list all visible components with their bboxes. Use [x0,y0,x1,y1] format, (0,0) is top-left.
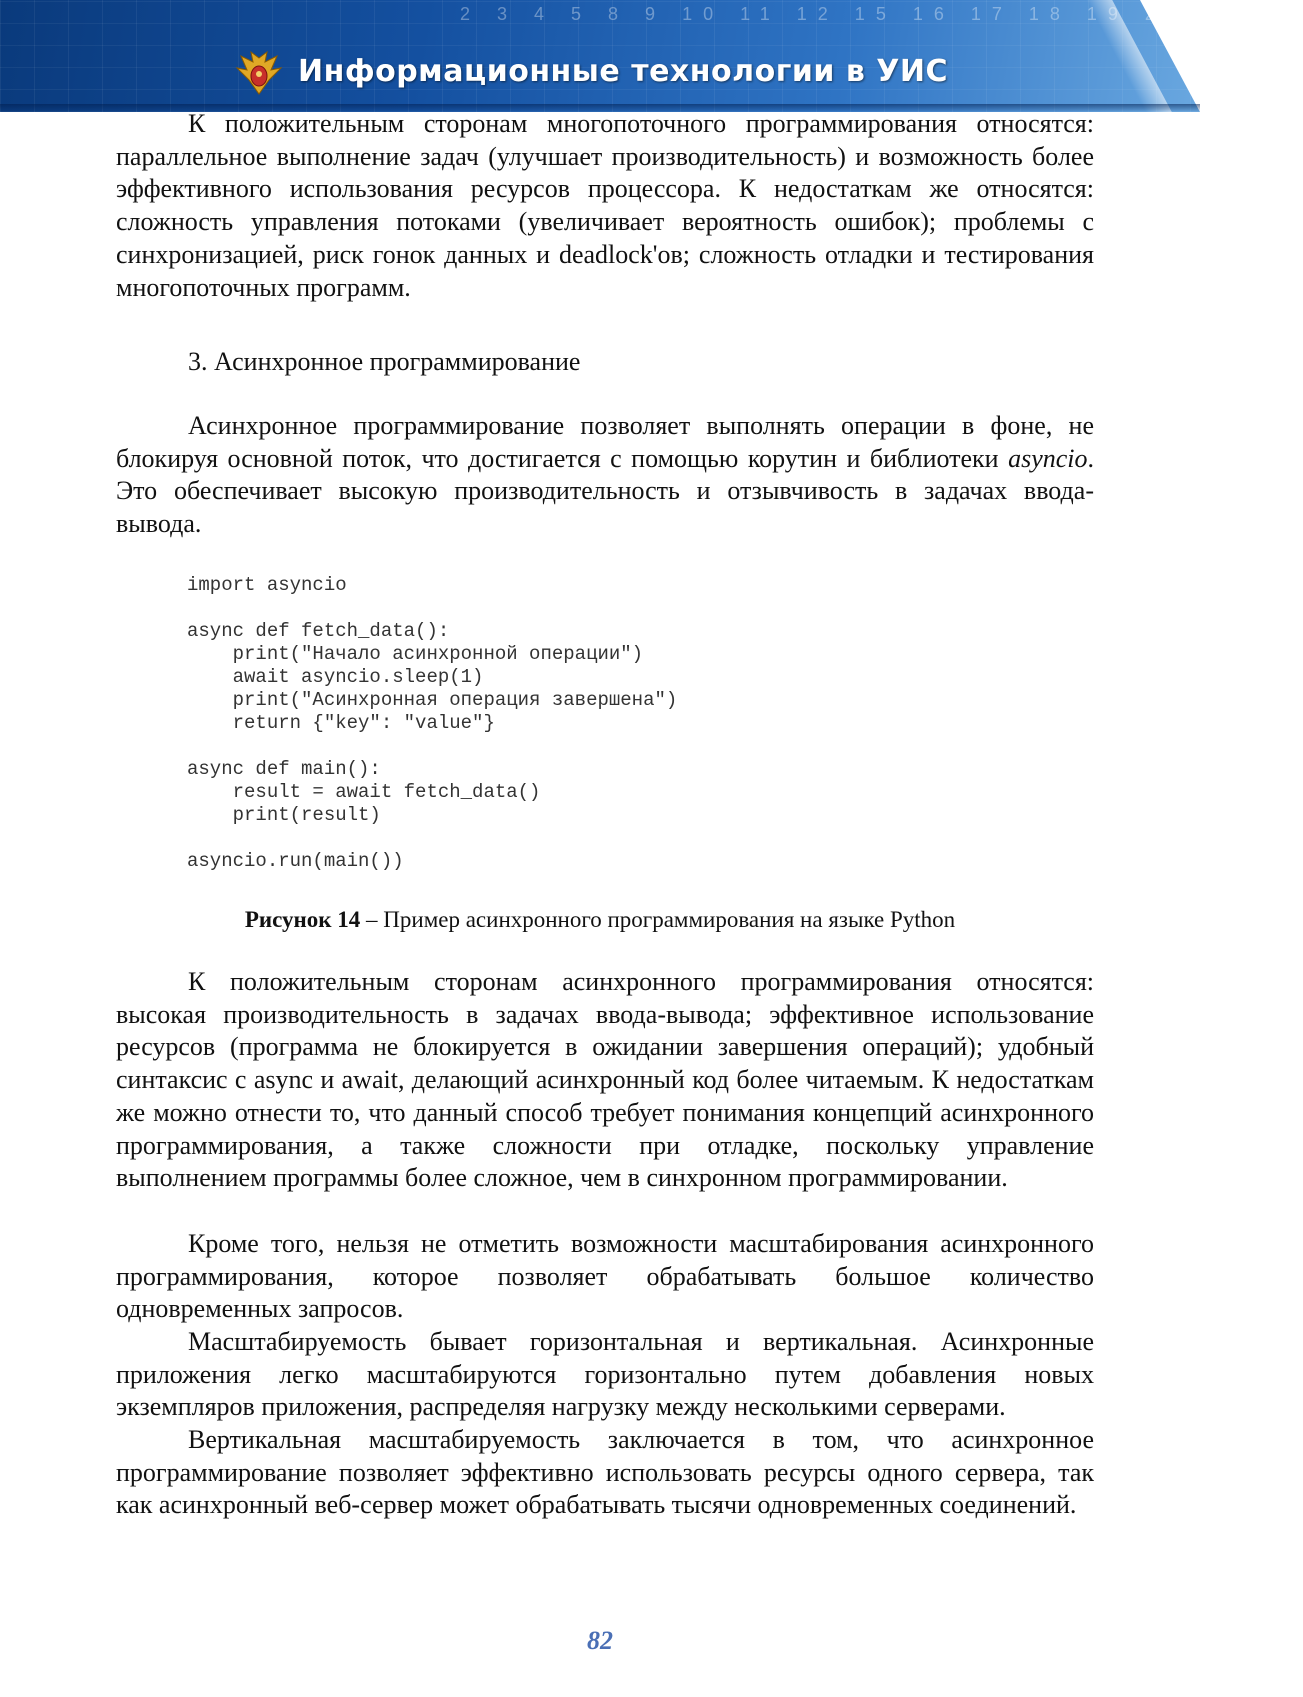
header-title: Информационные технологии в УИС [298,54,948,89]
banner-corner-cut [1140,0,1200,112]
banner-numbers-decoration: 2 3 4 5 8 9 10 11 12 15 16 17 18 19 22 23 24 [460,4,1060,28]
paragraph-multithreading-pros-cons: К положительным сторонам многопоточного программирования относятся: параллельное выполнение задач (улучшает производительность) и возможность более эффективного использования ресурсов процессора. К недостаткам же относятся: сложность управления потоками (увеличивает вероятность ошибок); проблемы с синхронизацией, риск гонок данных и deadlock'ов; сложность отладки и тестирования многопоточных программ. [116,108,1094,304]
code-listing: import asyncio async def fetch_data(): print("Начало асинхронной операции") await asyncio.sleep(1) print("Асинхронная операция завершена") return {"key": "value"} async def main(): result = await fetch_data() print(result) asyncio.run(main()) [187,574,677,873]
eagle-emblem-icon [233,48,285,100]
header-banner [0,0,1200,112]
paragraph-async-pros-cons: К положительным сторонам асинхронного программирования относятся: высокая производительность в задачах ввода-вывода; эффективное использование ресурсов (программа не блокируется в ожидании завершения операций); удобный синтаксис с async и await, делающий асинхронный код более читаемым. К недостаткам же можно отнести то, что данный способ требует понимания концепций асинхронного программирования, а также сложности при отладке, поскольку управление выполнением программы более сложное, чем в синхронном программировании. [116,966,1094,1195]
paragraph-horizontal-scaling: Масштабируемость бывает горизонтальная и вертикальная. Асинхронные приложения легко масштабируются горизонтально путем добавления новых экземпляров приложения, распределяя нагрузку между несколькими серверами. [116,1326,1094,1424]
paragraph-async-intro [116,410,1094,541]
section-heading: 3. Асинхронное программирование [188,346,580,378]
page-number: 82 [0,1626,1200,1656]
figure-caption-label: Рисунок 14 [245,907,360,932]
paragraph-async-intro-part1: Асинхронное программирование позволяет выполнять операции в фоне, не блокируя основной поток, что достигается с помощью корутин и библиотеки [116,411,1094,473]
paragraph-scalability: Кроме того, нельзя не отметить возможности масштабирования асинхронного программирования, которое позволяет обрабатывать большое количество одновременных запросов. [116,1228,1094,1326]
figure-caption [0,906,1200,934]
paragraph-vertical-scaling: Вертикальная масштабируемость заключается в том, что асинхронное программирование позволяет эффективно использовать ресурсы одного сервера, так как асинхронный веб-сервер может обрабатывать тысячи одновременных соединений. [116,1424,1094,1522]
paragraph-async-intro-part2: . Это обеспечивает высокую производительность и отзывчивость в задачах ввода-вывода. [116,444,1094,538]
asyncio-library-name: asyncio [1008,444,1087,473]
figure-caption-text: – Пример асинхронного программирования на языке Python [360,907,955,932]
